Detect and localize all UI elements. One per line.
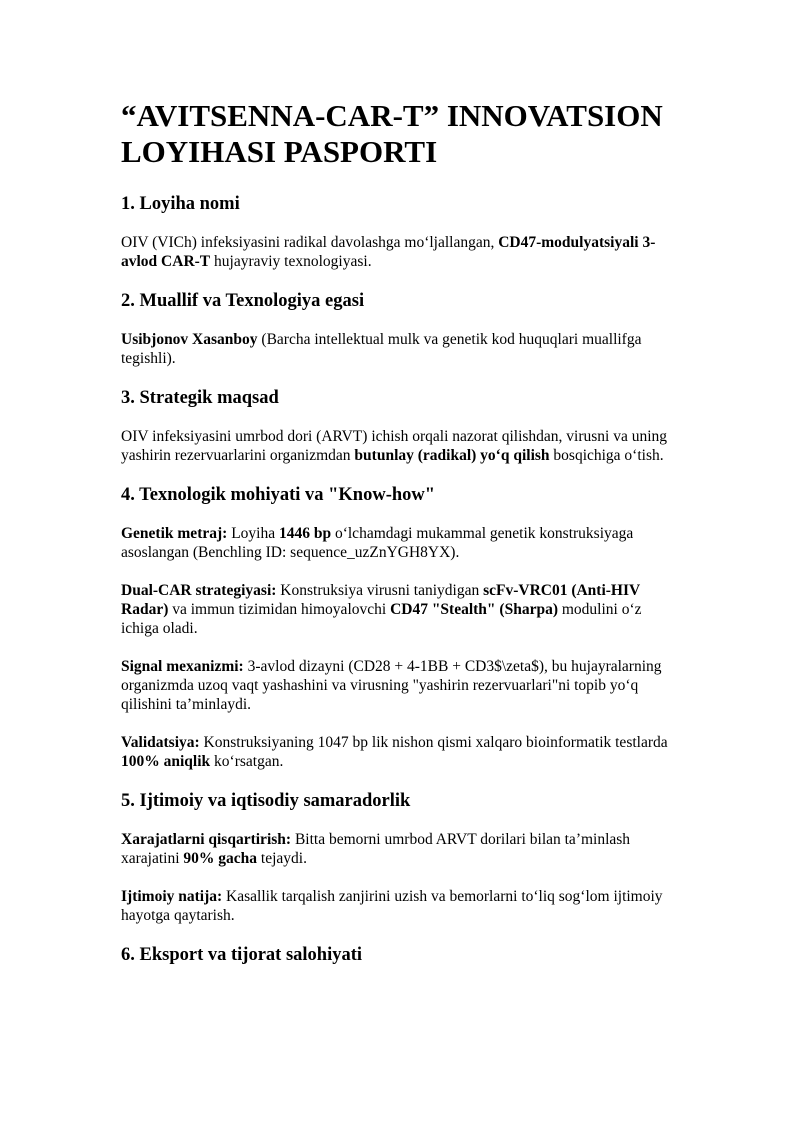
bold-text: scFv-VRC01 (Anti-HIV Radar): [121, 582, 640, 618]
section-heading: 3. Strategik maqsad: [121, 388, 279, 408]
section-heading: 4. Texnologik mohiyati va "Know-how": [121, 485, 436, 505]
text: Bitta bemorni umrbod ARVT dorilari bilan ta’minlash xarajatini: [121, 831, 631, 867]
section-heading: 6. Eksport va tijorat salohiyati: [121, 945, 363, 965]
text: Loyiha: [227, 525, 279, 542]
section-heading: 1. Loyiha nomi: [121, 194, 240, 214]
paragraph: [121, 330, 681, 368]
text: OIV (VICh) infeksiyasini radikal davolashga mo‘ljallangan,: [121, 234, 499, 251]
text: 3-avlod dizayni (CD28 + 4-1BB + CD3$\zeta$), bu hujayralarning organizmda uzoq vaqt yashashini va virusning "yashirin rezervuarlari"ni topib yo‘q qilishini ta’minlaydi.: [121, 658, 662, 713]
paragraph: [121, 581, 681, 638]
paragraph: [121, 830, 681, 868]
section-project-name: [121, 193, 681, 271]
paragraph: [121, 887, 681, 925]
bold-text: Genetik metraj:: [121, 525, 228, 542]
bold-text: Usibjonov Xasanboy: [121, 331, 258, 348]
bold-text: Dual-CAR strategiyasi:: [121, 582, 277, 599]
section-technology: [121, 484, 681, 771]
document-page: [121, 98, 681, 984]
text: Konstruksiya virusni taniydigan: [276, 582, 484, 599]
section-strategic-goal: [121, 387, 681, 465]
bold-text: Validatsiya:: [121, 734, 200, 751]
bold-text: 90% gacha: [183, 850, 258, 867]
text: va immun tizimidan himoyalovchi: [168, 601, 391, 618]
text: OIV infeksiyasini umrbod dori (ARVT) ichish orqali nazorat qilishdan, virusni va uning yashirin rezervuarlarini organizmdan: [121, 428, 668, 464]
bold-text: CD47-modulyatsiyali 3-avlod CAR-T: [121, 234, 656, 270]
text: (Barcha intellektual mulk va genetik kod huquqlari muallifga tegishli).: [121, 331, 642, 367]
bold-text: butunlay (radikal) yo‘q qilish: [354, 447, 550, 464]
section-heading: 5. Ijtimoiy va iqtisodiy samaradorlik: [121, 791, 411, 811]
bold-text: 100% aniqlik: [121, 753, 211, 770]
text: ko‘rsatgan.: [210, 753, 284, 770]
document-title: “AVITSENNA-CAR-T” INNOVATSION LOYIHASI PASPORTI: [121, 98, 663, 169]
bold-text: Signal mexanizmi:: [121, 658, 244, 675]
section-export: [121, 944, 681, 966]
text: modulini o‘z ichiga oladi.: [121, 601, 642, 637]
paragraph: [121, 233, 681, 271]
bold-text: 1446 bp: [278, 525, 332, 542]
paragraph: [121, 524, 681, 562]
bold-text: Ijtimoiy natija:: [121, 888, 223, 905]
text: Kasallik tarqalish zanjirini uzish va bemorlarni to‘liq sog‘lom ijtimoiy hayotga qaytarish.: [121, 888, 663, 924]
section-heading: 2. Muallif va Texnologiya egasi: [121, 291, 365, 311]
paragraph: [121, 733, 681, 771]
text: o‘lchamdagi mukammal genetik konstruksiyaga asoslangan (Benchling ID: sequence_uzZnYGH8YX).: [121, 525, 634, 561]
section-efficiency: [121, 790, 681, 925]
text: Konstruksiyaning 1047 bp lik nishon qismi xalqaro bioinformatik testlarda: [199, 734, 668, 751]
text: hujayraviy texnologiyasi.: [210, 253, 372, 270]
text: tejaydi.: [257, 850, 307, 867]
section-author: [121, 290, 681, 368]
bold-text: Xarajatlarni qisqartirish:: [121, 831, 292, 848]
text: bosqichiga o‘tish.: [549, 447, 664, 464]
bold-text: CD47 "Stealth" (Sharpa): [390, 601, 558, 618]
paragraph: [121, 427, 681, 465]
paragraph: [121, 657, 681, 714]
